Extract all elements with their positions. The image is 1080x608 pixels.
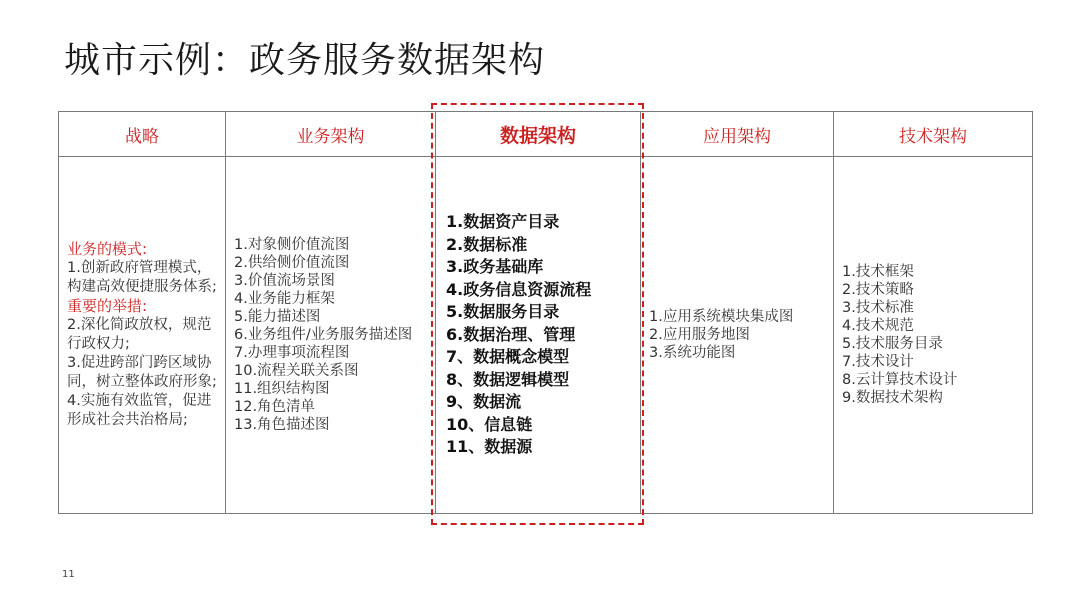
- list-item: 8.云计算技术设计: [842, 372, 958, 388]
- list-item: 6.业务组件/业务服务描述图: [234, 327, 413, 343]
- table-content-row: [59, 157, 1033, 514]
- header-application-architecture: 应用架构: [641, 112, 834, 157]
- data-architecture-cell: [436, 157, 641, 514]
- header-technology-architecture: 技术架构: [834, 112, 1033, 157]
- list-item: 3.价值流场景图: [234, 273, 335, 289]
- page-number: 11: [62, 569, 75, 580]
- header-business-architecture: 业务架构: [226, 112, 436, 157]
- list-item: 4.技术规范: [842, 318, 914, 334]
- list-item: 1.技术框架: [842, 264, 914, 280]
- strategy-item: 2.深化简政放权，规范行政权力;: [67, 317, 212, 352]
- list-item: 1.应用系统模块集成图: [649, 309, 794, 325]
- list-item: 2.应用服务地图: [649, 327, 750, 343]
- list-item: 5.技术服务目录: [842, 336, 943, 352]
- strategy-item: 3.促进跨部门跨区域协同，树立整体政府形象;: [67, 355, 217, 390]
- list-item: 13.角色描述图: [234, 417, 330, 433]
- list-item: 2.供给侧价值流图: [234, 255, 350, 271]
- list-item: 12.角色清单: [234, 399, 316, 415]
- list-item: 4.政务信息资源流程: [446, 279, 592, 299]
- list-item: 5.数据服务目录: [446, 302, 560, 322]
- strategy-heading-mode: 业务的模式:: [67, 240, 148, 258]
- list-item: 10.流程关联关系图: [234, 363, 359, 379]
- application-architecture-cell: [641, 157, 834, 514]
- architecture-table: [58, 111, 1033, 514]
- list-item: 1.对象侧价值流图: [234, 237, 350, 253]
- list-item: 8、数据逻辑模型: [446, 369, 570, 389]
- list-item: 1.数据资产目录: [446, 212, 560, 232]
- list-item: 5.能力描述图: [234, 309, 321, 325]
- list-item: 9.数据技术架构: [842, 390, 943, 406]
- list-item: 11、数据源: [446, 437, 533, 457]
- list-item: 10、信息链: [446, 414, 533, 434]
- list-item: 2.数据标准: [446, 234, 528, 254]
- list-item: 9、数据流: [446, 392, 522, 412]
- list-item: 3.政务基础库: [446, 257, 544, 277]
- list-item: 7.技术设计: [842, 354, 914, 370]
- page-title: 城市示例：政务服务数据架构: [64, 40, 546, 81]
- list-item: 3.系统功能图: [649, 345, 736, 361]
- list-item: 7、数据概念模型: [446, 347, 570, 367]
- list-item: 7.办理事项流程图: [234, 345, 350, 361]
- table-header-row: [59, 112, 1033, 157]
- list-item: 4.业务能力框架: [234, 291, 335, 307]
- list-item: 6.数据治理、管理: [446, 324, 576, 344]
- header-strategy: 战略: [59, 112, 226, 157]
- strategy-cell: [59, 157, 226, 514]
- list-item: 2.技术策略: [842, 282, 914, 298]
- list-item: 11.组织结构图: [234, 381, 330, 397]
- strategy-heading-measures: 重要的举措:: [67, 297, 148, 315]
- header-data-architecture: 数据架构: [436, 112, 641, 157]
- business-architecture-cell: [226, 157, 436, 514]
- list-item: 3.技术标准: [842, 300, 914, 316]
- technology-architecture-cell: [834, 157, 1033, 514]
- strategy-item: 1.创新政府管理模式，构建高效便捷服务体系;: [67, 260, 217, 295]
- strategy-item: 4.实施有效监管，促进形成社会共治格局;: [67, 393, 212, 428]
